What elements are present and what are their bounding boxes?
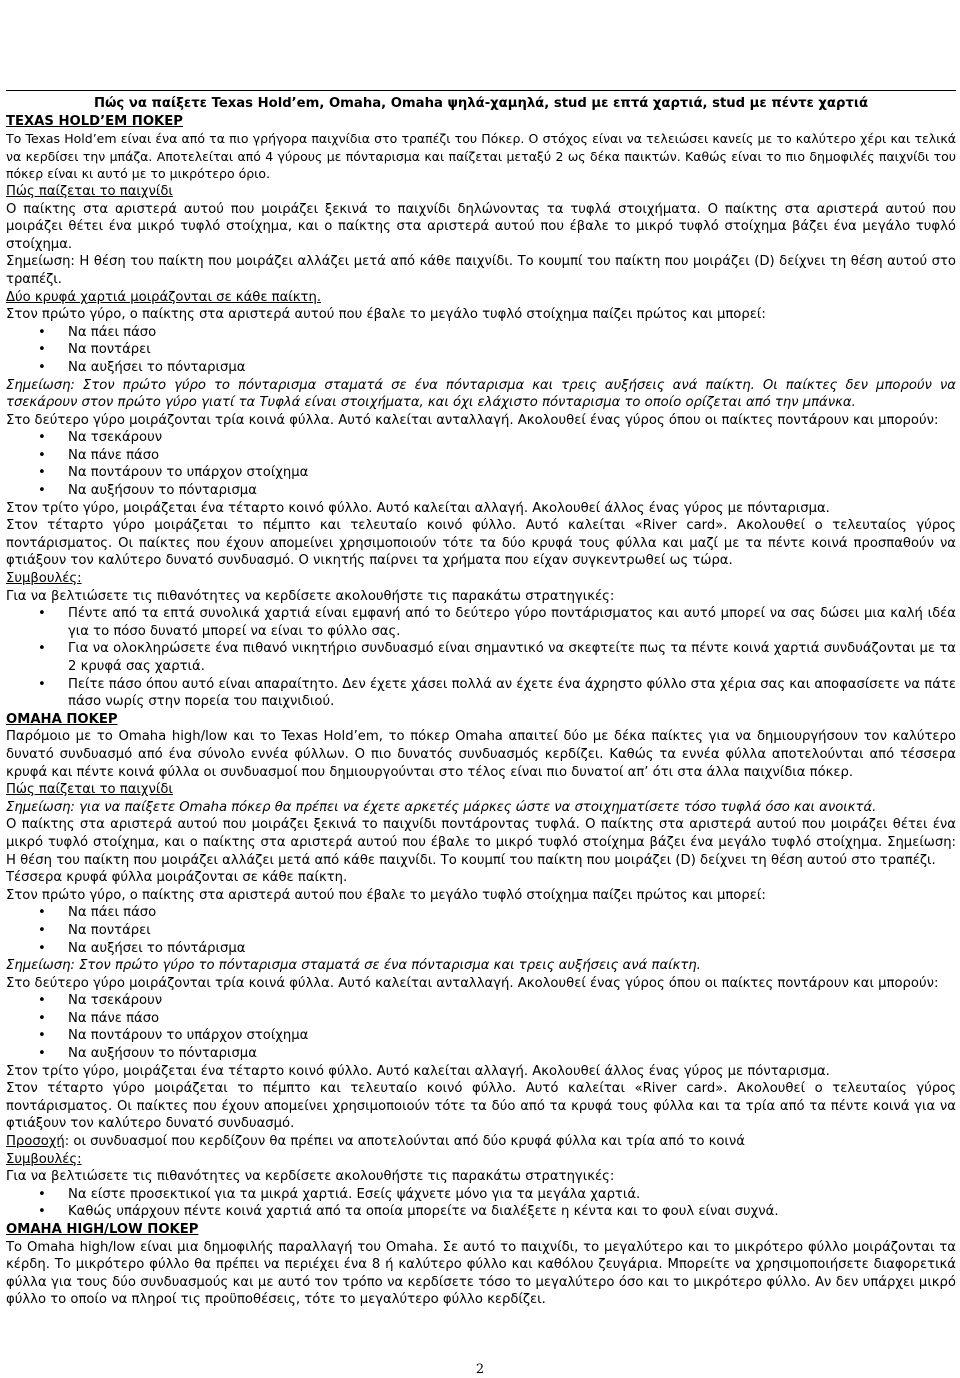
list-item: • Να ποντάρει [68, 341, 956, 359]
list-item: • Για να ολοκληρώσετε ένα πιθανό νικητήριο συνδυασμό είναι σημαντικό να σκεφτείτε πως τα πέντε κοινά χαρτιά συνδυάζονται με τα 2 κρυφά σας χαρτιά. [68, 640, 956, 675]
texas-round1-list [6, 324, 956, 377]
texas-two-cards: Δύο κρυφά χαρτιά μοιράζονται σε κάθε παίκτη. [6, 289, 322, 305]
texas-tips-heading: Συμβουλές: [6, 571, 82, 587]
list-item: • Να τσεκάρουν [68, 429, 956, 447]
omaha-note-chips: Σημείωση: για να παίξετε Omaha πόκερ θα πρέπει να έχετε αρκετές μάρκες ώστε να στοιχηματίσετε τόσο τυφλά όσο και ανοικτά. [6, 799, 877, 815]
omaha-round1-list [6, 904, 956, 957]
texas-note-round1: Σημείωση: Στον πρώτο γύρο το πόνταρισμα σταματά σε ένα πόνταρισμα και τρεις αυξήσεις ανά παίκτη. Οι παίκτες δεν μπορούν να τσεκάρουν στον πρώτο γύρο γιατί τα Τυφλά είναι στοιχήματα, και όχι ελάχιστο πόνταρισμα το οποίο ορίζεται από την μπάνκα. [6, 377, 956, 411]
section-heading-texas: TEXAS HOLD’EM ΠΟΚΕΡ [6, 113, 183, 129]
texas-round4: Στον τέταρτο γύρο μοιράζεται το πέμπτο και τελευταίο κοινό φύλλο. Αυτό καλείται «River card». Ακολουθεί ο τελευταίος γύρος ποντάρισματος. Οι παίκτες που έχουν απομείνει χρησιμοποιούν τότε τα δύο κρυφά τους φύλλα και μαζί με τα πέντε κοινά προσπαθούν να φτιάξουν τον καλύτερο δυνατό συνδυασμό. Ο νικητής παίρνει τα χρήματα που είχαν συγκεντρωθεί ως τώρα. [6, 518, 956, 569]
texas-note-dealer: Σημείωση: Η θέση του παίκτη που μοιράζει αλλάζει μετά από κάθε παιχνίδι. Το κουμπί του παίκτη που μοιράζει (D) δείχνει τη θέση αυτού στο τραπέζι. [6, 254, 956, 287]
omaha-note-round1: Σημείωση: Στον πρώτο γύρο το πόνταρισμα σταματά σε ένα πόνταρισμα και τρεις αυξήσεις ανά παίκτη. [6, 958, 701, 974]
omaha-hl-intro: Το Omaha high/low είναι μια δημοφιλής παραλλαγή του Omaha. Σε αυτό το παιχνίδι, το μεγαλύτερο και το μικρότερο φύλλο μοιράζονται τα κέρδη. Το μικρότερο φύλλο θα πρέπει να περιέχει ένα 8 ή καλύτερο φύλλο και καθόλου ζευγάρια. Μπορείτε να χρησιμοποιήσετε διαφορετικά φύλλα για τους δύο συνδυασμούς και με αυτό τον τρόπο να κερδίσετε τόσο το μεγαλύτερο όσο και το μικρότερο φύλλο. Αν δεν υπάρχει μικρό φύλλο το οποίο να πληροί τις προϋποθέσεις, τότε το μεγαλύτερο φύλλο κερδίζει. [6, 1239, 956, 1308]
list-item: • Να πάνε πάσο [68, 1010, 956, 1028]
list-item: • Να ποντάρουν το υπάρχον στοίχημα [68, 464, 956, 482]
omaha-round4: Στον τέταρτο γύρο μοιράζεται το πέμπτο και τελευταίο κοινό φύλλο. Αυτό καλείται «River card». Ακολουθεί ο τελευταίος γύρος ποντάρισματος. Οι παίκτες που έχουν απομείνει χρησιμοποιούν τότε τα δύο από τα κρυφά τους φύλλα και τα τρία από τα πέντε κοινά για να φτιάξουν τον καλύτερο δυνατό συνδυασμό. [6, 1081, 956, 1132]
list-item: • Να πάει πάσο [68, 904, 956, 922]
omaha-tips-list [6, 1186, 956, 1221]
list-item: • Να είστε προσεκτικοί για τα μικρά χαρτιά. Εσείς ψάχνετε μόνο για τα μεγάλα χαρτιά. [68, 1186, 956, 1204]
omaha-how-heading: Πώς παίζεται το παιχνίδι [6, 782, 173, 798]
document-body [6, 90, 956, 1309]
texas-round2-list [6, 429, 956, 499]
omaha-warning-label: Προσοχή [6, 1134, 65, 1150]
omaha-round1: Στον πρώτο γύρο, ο παίκτης στα αριστερά αυτού που έβαλε το μεγάλο τυφλό στοίχημα παίζει πρώτος και μπορεί: [6, 887, 766, 903]
omaha-warning [6, 1133, 956, 1151]
section-heading-omaha: OMAHA ΠΟΚΕΡ [6, 711, 118, 727]
list-item: • Να ποντάρουν το υπάρχον στοίχημα [68, 1027, 956, 1045]
page-title: Πώς να παίξετε Texas Hold’em, Omaha, Omaha ψηλά-χαμηλά, stud με επτά χαρτιά, stud με πέντε χαρτιά [93, 96, 869, 111]
list-item: • Να αυξήσει το πόντάρισμα [68, 940, 956, 958]
omaha-round2: Στο δεύτερο γύρο μοιράζονται τρία κοινά φύλλα. Αυτό καλείται ανταλλαγή. Ακολουθεί ένας γύρος όπου οι παίκτες ποντάρουν και μπορούν: [6, 975, 939, 991]
texas-blinds: Ο παίκτης στα αριστερά αυτού που μοιράζει ξεκινά το παιχνίδι δηλώνοντας τα τυφλά στοιχήματα. Ο παίκτης στα αριστερά αυτού που μοιράζει θέτει ένα μικρό τυφλό στοίχημα, και ο παίκτης στα αριστερά αυτού που έβαλε το μικρό τυφλό στοίχημα βάζει ένα μεγάλο τυφλό στοίχημα. [6, 201, 956, 252]
list-item: • Να αυξήσει το πόνταρισμα [68, 359, 956, 377]
texas-round2: Στο δεύτερο γύρο μοιράζονται τρία κοινά φύλλα. Αυτό καλείται ανταλλαγή. Ακολουθεί ένας γύρος όπου οι παίκτες ποντάρουν και μπορούν: [6, 412, 939, 428]
list-item: • Πείτε πάσο όπου αυτό είναι απαραίτητο. Δεν έχετε χάσει πολλά αν έχετε ένα άχρηστο φύλλο στα χέρια σας και αποφασίσετε να πάτε πάσο νωρίς στην πορεία του παιχνιδιού. [68, 676, 956, 711]
texas-tips-intro: Για να βελτιώσετε τις πιθανότητες να κερδίσετε ακολουθήστε τις παρακάτω στρατηγικές: [6, 588, 615, 604]
list-item: • Να αυξήσουν το πόνταρισμα [68, 482, 956, 500]
omaha-round3: Στον τρίτο γύρο, μοιράζεται ένα τέταρτο κοινό φύλλο. Αυτό καλείται αλλαγή. Ακολουθεί άλλος ένας γύρος με πόνταρισμα. [6, 1063, 830, 1079]
omaha-intro: Παρόμοιο με το Omaha high/low και το Texas Hold’em, το πόκερ Omaha απαιτεί δύο με δέκα παίκτες για να δημιουργήσουν τον καλύτερο δυνατό συνδυασμό από ένα σύνολο εννέα φύλλων. Ο πιο δυνατός συνδυασμός κερδίζει. Καθώς τα εννέα φύλλα αποτελούνται από τέσσερα κρυφά και πέντε κοινά φύλλα οι συνδυασμοί που δημιουργούνται στο τέλος είναι πιο δυνατοί απ’ ότι στα άλλα παιχνίδια πόκερ. [6, 729, 956, 780]
omaha-tips-intro: Για να βελτιώσετε τις πιθανότητες να κερδίσετε ακολουθήστε τις παρακάτω στρατηγικές: [6, 1169, 615, 1185]
omaha-warning-text: : οι συνδυασμοί που κερδίζουν θα πρέπει να αποτελούνται από δύο κρυφά φύλλα και τρία από το κοινά [64, 1134, 745, 1150]
list-item: • Να ποντάρει [68, 922, 956, 940]
omaha-tips-heading: Συμβουλές: [6, 1151, 82, 1167]
texas-round3: Στον τρίτο γύρο, μοιράζεται ένα τέταρτο κοινό φύλλο. Αυτό καλείται αλλαγή. Ακολουθεί άλλος ένας γύρος με πόνταρισμα. [6, 500, 830, 516]
list-item: • Να πάει πάσο [68, 324, 956, 342]
list-item: • Πέντε από τα επτά συνολικά χαρτιά είναι εμφανή από το δεύτερο γύρο ποντάρισματος και αυτό μπορεί να σας δώσει μια καλή ιδέα για το πόσο δυνατό μπορεί να είναι το φύλλο σας. [68, 605, 956, 640]
page-number: 2 [475, 1362, 485, 1377]
omaha-four-cards: Τέσσερα κρυφά φύλλα μοιράζονται σε κάθε παίκτη. [6, 870, 348, 886]
section-heading-omaha-hl: OMAHA HIGH/LOW ΠΟΚΕΡ [6, 1222, 199, 1237]
list-item: • Να πάνε πάσο [68, 447, 956, 465]
texas-tips-list [6, 605, 956, 711]
list-item: • Να τσεκάρουν [68, 992, 956, 1010]
omaha-round2-list [6, 992, 956, 1062]
list-item: • Να αυξήσουν το πόνταρισμα [68, 1045, 956, 1063]
texas-intro: Το Texas Hold’em είναι ένα από τα πιο γρήγορα παιχνίδια στο τραπέζι του Πόκερ. Ο στόχος είναι να τελειώσει κανείς με το καλύτερο χέρι και τελικά να κερδίσει την μπάζα. Αποτελείται από 4 γύρους με πόνταρισμα και παίζεται μεταξύ 2 ως δέκα παικτών. Καθώς είναι το πιο δημοφιλές παιχνίδι του πόκερ είναι κι αυτό με το μικρότερο όριο. [6, 131, 956, 182]
texas-round1: Στον πρώτο γύρο, ο παίκτης στα αριστερά αυτού που έβαλε το μεγάλο τυφλό στοίχημα παίζει πρώτος και μπορεί: [6, 307, 766, 323]
texas-how-heading: Πώς παίζεται το παιχνίδι [6, 183, 173, 199]
list-item: • Καθώς υπάρχουν πέντε κοινά χαρτιά από τα οποία μπορείτε να διαλέξετε η κέντα και το φουλ είναι συχνά. [68, 1203, 956, 1221]
omaha-blinds: Ο παίκτης στα αριστερά αυτού που μοιράζει ξεκινά το παιχνίδι ποντάροντας τυφλά. Ο παίκτης στα αριστερά αυτού που μοιράζει θέτει ένα μικρό τυφλό στοίχημα, και ο παίκτης στα αριστερά αυτού που έβαλε το μικρό τυφλό στοίχημα βάζει ένα μεγάλο τυφλό στοίχημα. Σημείωση: Η θέση του παίκτη που μοιράζει αλλάζει μετά από κάθε παιχνίδι. Το κουμπί του παίκτη που μοιράζει (D) δείχνει τη θέση αυτού στο τραπέζι. [6, 817, 956, 868]
